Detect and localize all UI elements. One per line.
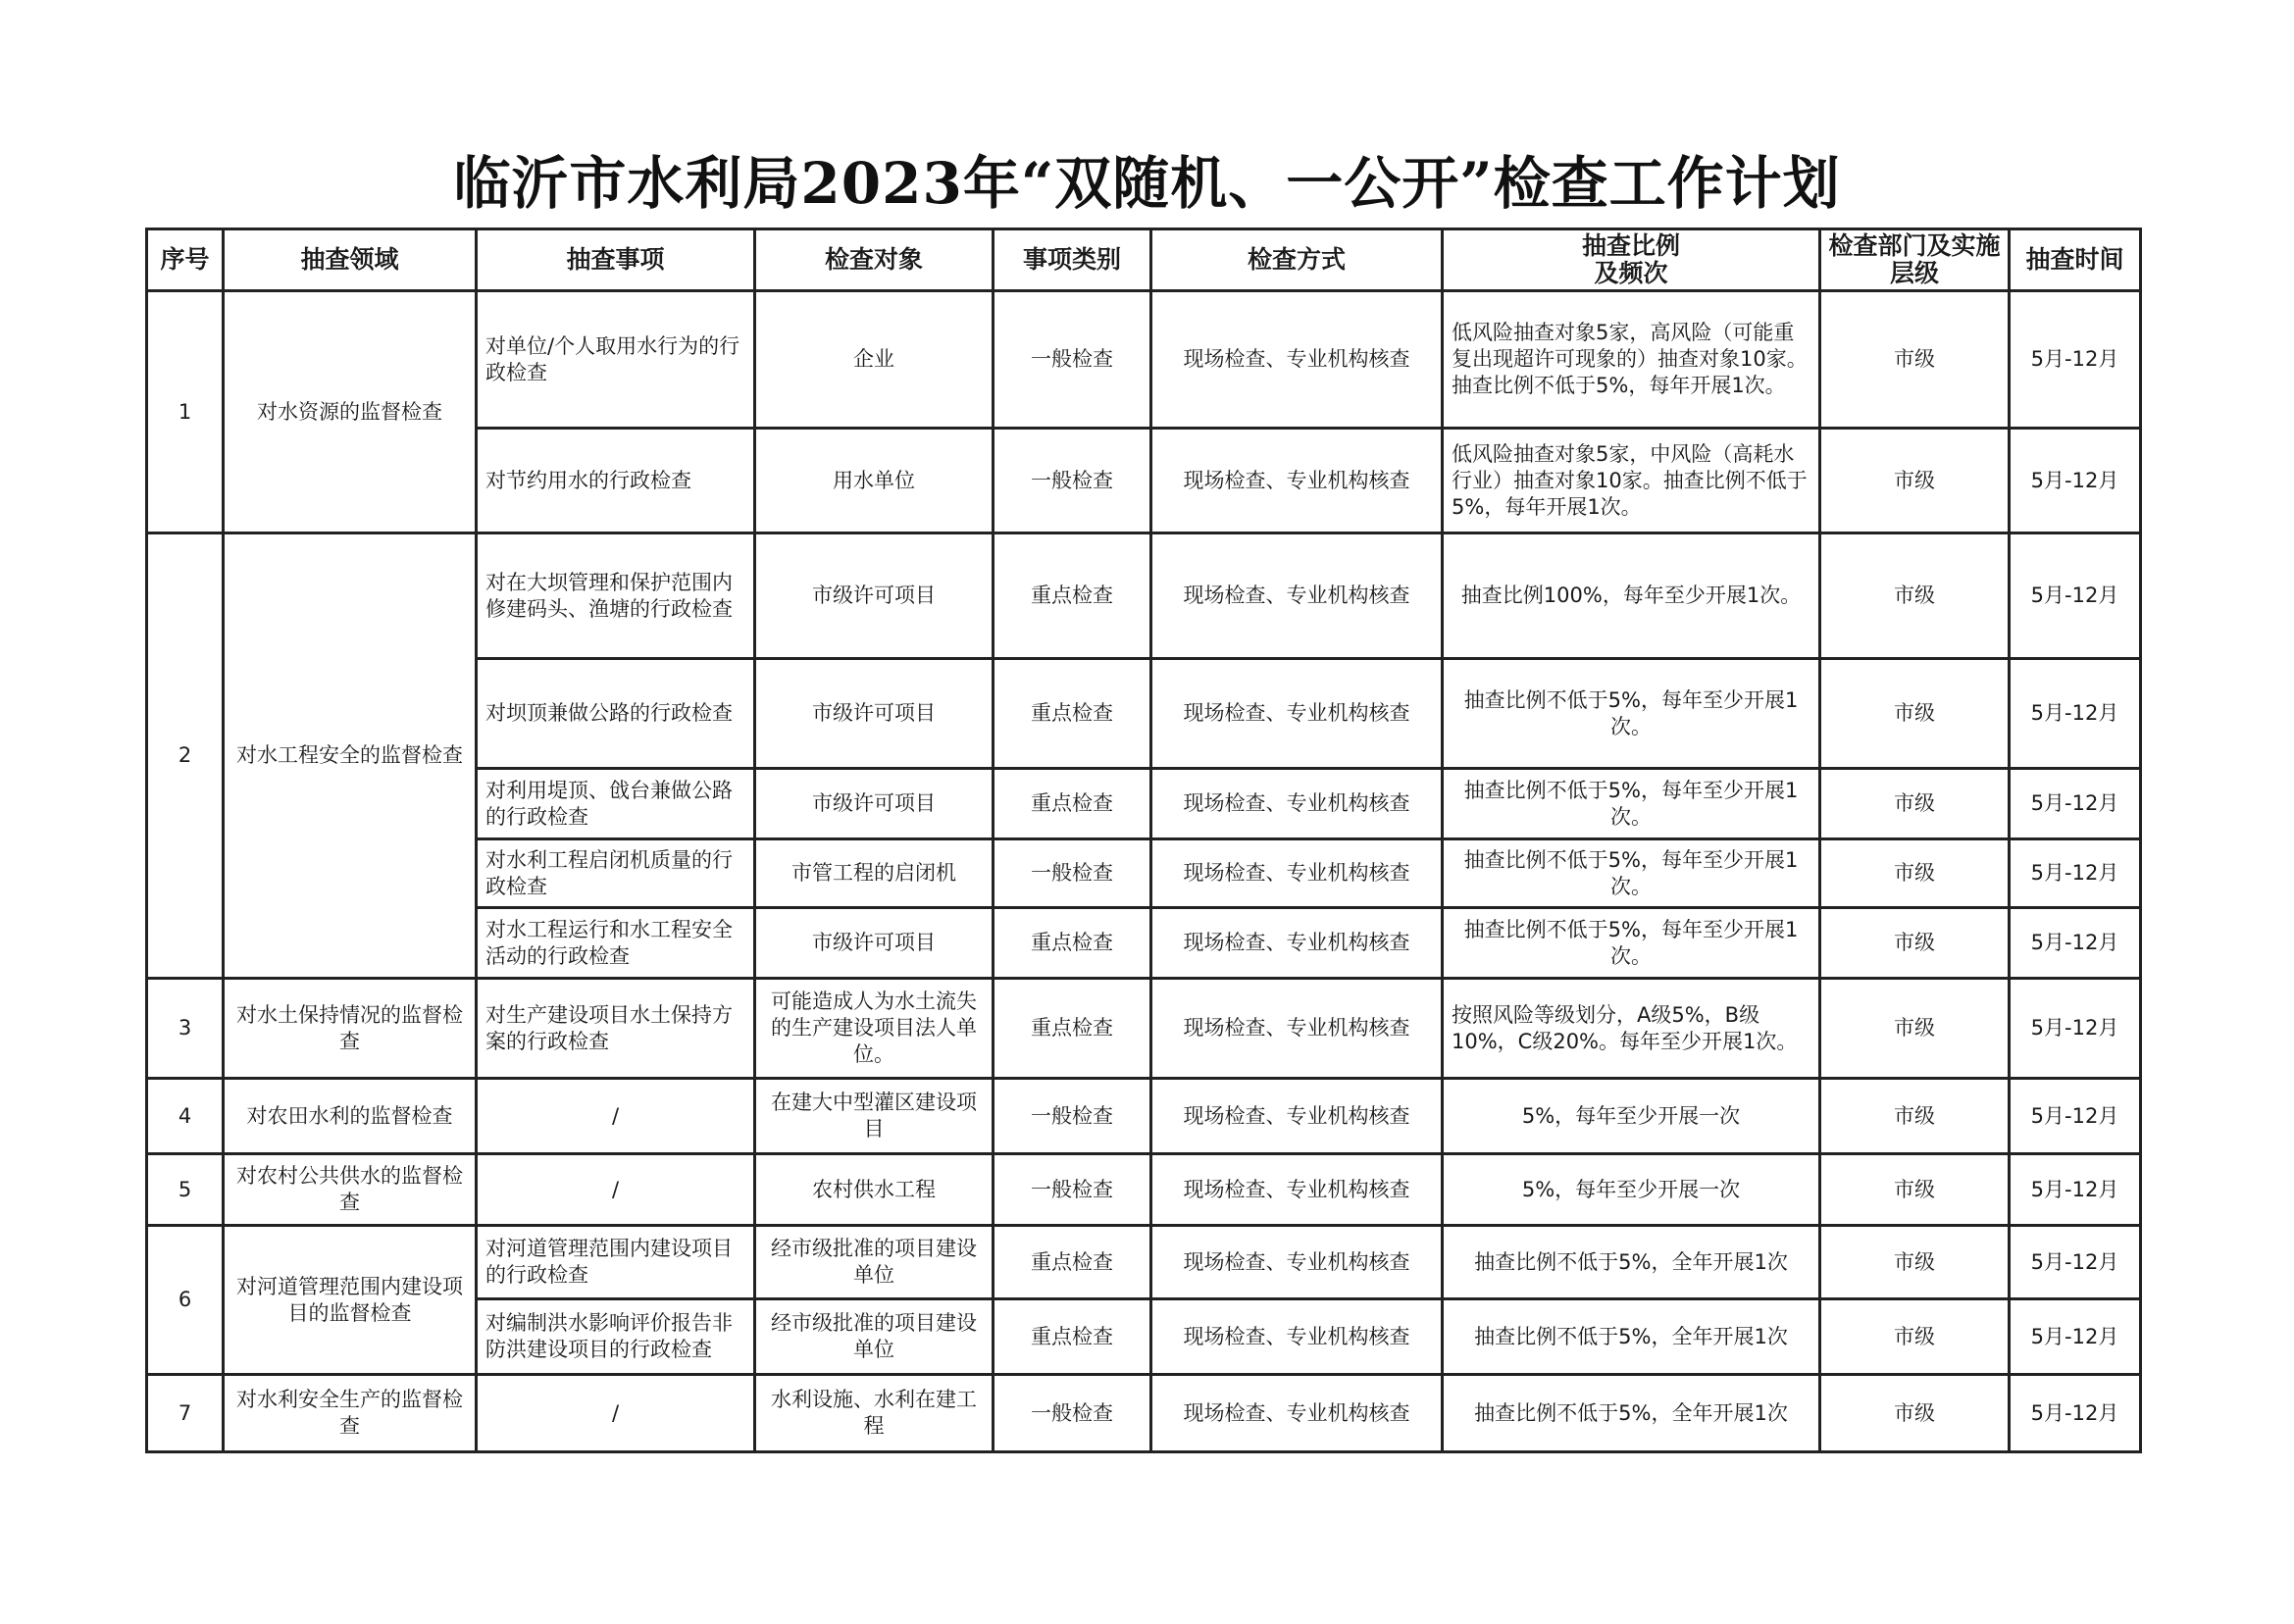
cell-object: 市管工程的启闭机 <box>755 839 994 908</box>
cell-object: 市级许可项目 <box>755 908 994 979</box>
table-row <box>147 1375 2141 1452</box>
cell-method: 现场检查、专业机构核查 <box>1151 839 1443 908</box>
cell-dept: 市级 <box>1820 659 2010 769</box>
cell-method: 现场检查、专业机构核查 <box>1151 1226 1443 1299</box>
cell-ratio: 抽查比例100%，每年至少开展1次。 <box>1443 533 1820 659</box>
cell-category: 重点检查 <box>994 1299 1151 1375</box>
cell-item: 对水工程运行和水工程安全活动的行政检查 <box>477 908 755 979</box>
cell-ratio: 5%，每年至少开展一次 <box>1443 1154 1820 1226</box>
cell-ratio: 低风险抽查对象5家，高风险（可能重复出现超许可现象的）抽查对象10家。抽查比例不低于5%，每年开展1次。 <box>1443 291 1820 429</box>
header-method: 检查方式 <box>1151 229 1443 291</box>
header-object: 检查对象 <box>755 229 994 291</box>
table-row <box>147 1154 2141 1226</box>
cell-seq: 4 <box>147 1079 224 1154</box>
cell-time: 5月-12月 <box>2010 1226 2141 1299</box>
cell-category: 重点检查 <box>994 533 1151 659</box>
cell-category: 一般检查 <box>994 1154 1151 1226</box>
cell-method: 现场检查、专业机构核查 <box>1151 908 1443 979</box>
cell-method: 现场检查、专业机构核查 <box>1151 1154 1443 1226</box>
cell-field: 对水利安全生产的监督检查 <box>224 1375 477 1452</box>
cell-ratio: 抽查比例不低于5%，每年至少开展1次。 <box>1443 839 1820 908</box>
cell-category: 重点检查 <box>994 659 1151 769</box>
cell-item: 对编制洪水影响评价报告非防洪建设项目的行政检查 <box>477 1299 755 1375</box>
cell-category: 一般检查 <box>994 291 1151 429</box>
cell-dept: 市级 <box>1820 1154 2010 1226</box>
cell-object: 经市级批准的项目建设单位 <box>755 1299 994 1375</box>
cell-method: 现场检查、专业机构核查 <box>1151 979 1443 1079</box>
cell-dept: 市级 <box>1820 429 2010 533</box>
cell-category: 一般检查 <box>994 1079 1151 1154</box>
header-time: 抽查时间 <box>2010 229 2141 291</box>
cell-item: 对生产建设项目水土保持方案的行政检查 <box>477 979 755 1079</box>
inspection-plan-table <box>145 228 2142 1453</box>
cell-object: 农村供水工程 <box>755 1154 994 1226</box>
cell-object: 市级许可项目 <box>755 659 994 769</box>
cell-seq: 6 <box>147 1226 224 1375</box>
cell-item: / <box>477 1079 755 1154</box>
cell-time: 5月-12月 <box>2010 769 2141 839</box>
cell-object: 企业 <box>755 291 994 429</box>
cell-field: 对水土保持情况的监督检查 <box>224 979 477 1079</box>
cell-ratio: 抽查比例不低于5%，每年至少开展1次。 <box>1443 908 1820 979</box>
cell-object: 市级许可项目 <box>755 769 994 839</box>
table-row <box>147 291 2141 429</box>
cell-object: 经市级批准的项目建设单位 <box>755 1226 994 1299</box>
cell-field: 对河道管理范围内建设项目的监督检查 <box>224 1226 477 1375</box>
header-dept: 检查部门及实施层级 <box>1820 229 2010 291</box>
cell-dept: 市级 <box>1820 533 2010 659</box>
page-title: 临沂市水利局2023年“双随机、一公开”检查工作计划 <box>453 150 1841 217</box>
cell-time: 5月-12月 <box>2010 659 2141 769</box>
cell-dept: 市级 <box>1820 1079 2010 1154</box>
cell-category: 重点检查 <box>994 1226 1151 1299</box>
cell-time: 5月-12月 <box>2010 979 2141 1079</box>
cell-field: 对农村公共供水的监督检查 <box>224 1154 477 1226</box>
cell-item: 对利用堤顶、戗台兼做公路的行政检查 <box>477 769 755 839</box>
cell-dept: 市级 <box>1820 839 2010 908</box>
cell-time: 5月-12月 <box>2010 839 2141 908</box>
cell-ratio: 抽查比例不低于5%，每年至少开展1次。 <box>1443 769 1820 839</box>
cell-ratio: 按照风险等级划分，A级5%，B级10%，C级20%。每年至少开展1次。 <box>1443 979 1820 1079</box>
cell-seq: 5 <box>147 1154 224 1226</box>
cell-item: 对单位/个人取用水行为的行政检查 <box>477 291 755 429</box>
header-field: 抽查领域 <box>224 229 477 291</box>
cell-category: 重点检查 <box>994 769 1151 839</box>
cell-seq: 1 <box>147 291 224 533</box>
cell-field: 对水工程安全的监督检查 <box>224 533 477 979</box>
cell-dept: 市级 <box>1820 1299 2010 1375</box>
cell-category: 重点检查 <box>994 908 1151 979</box>
cell-category: 重点检查 <box>994 979 1151 1079</box>
cell-method: 现场检查、专业机构核查 <box>1151 1299 1443 1375</box>
cell-method: 现场检查、专业机构核查 <box>1151 659 1443 769</box>
table-row <box>147 1226 2141 1299</box>
cell-method: 现场检查、专业机构核查 <box>1151 1079 1443 1154</box>
cell-dept: 市级 <box>1820 979 2010 1079</box>
cell-time: 5月-12月 <box>2010 1079 2141 1154</box>
cell-category: 一般检查 <box>994 1375 1151 1452</box>
cell-seq: 7 <box>147 1375 224 1452</box>
cell-object: 用水单位 <box>755 429 994 533</box>
cell-method: 现场检查、专业机构核查 <box>1151 1375 1443 1452</box>
header-seq: 序号 <box>147 229 224 291</box>
cell-item: / <box>477 1154 755 1226</box>
cell-object: 市级许可项目 <box>755 533 994 659</box>
cell-object: 可能造成人为水土流失的生产建设项目法人单位。 <box>755 979 994 1079</box>
cell-seq: 3 <box>147 979 224 1079</box>
cell-item: 对节约用水的行政检查 <box>477 429 755 533</box>
cell-ratio: 5%，每年至少开展一次 <box>1443 1079 1820 1154</box>
cell-item: 对在大坝管理和保护范围内修建码头、渔塘的行政检查 <box>477 533 755 659</box>
table-row <box>147 979 2141 1079</box>
cell-time: 5月-12月 <box>2010 1375 2141 1452</box>
cell-ratio: 抽查比例不低于5%，全年开展1次 <box>1443 1226 1820 1299</box>
header-row <box>147 229 2141 291</box>
cell-time: 5月-12月 <box>2010 533 2141 659</box>
cell-ratio: 抽查比例不低于5%，全年开展1次 <box>1443 1375 1820 1452</box>
cell-dept: 市级 <box>1820 769 2010 839</box>
cell-time: 5月-12月 <box>2010 908 2141 979</box>
cell-time: 5月-12月 <box>2010 429 2141 533</box>
cell-ratio: 低风险抽查对象5家，中风险（高耗水行业）抽查对象10家。抽查比例不低于5%，每年开展1次。 <box>1443 429 1820 533</box>
cell-time: 5月-12月 <box>2010 291 2141 429</box>
header-ratio: 抽查比例 及频次 <box>1443 229 1820 291</box>
header-item: 抽查事项 <box>477 229 755 291</box>
cell-field: 对农田水利的监督检查 <box>224 1079 477 1154</box>
cell-category: 一般检查 <box>994 429 1151 533</box>
table-body <box>147 291 2141 1452</box>
cell-method: 现场检查、专业机构核查 <box>1151 533 1443 659</box>
cell-ratio: 抽查比例不低于5%，每年至少开展1次。 <box>1443 659 1820 769</box>
cell-dept: 市级 <box>1820 1226 2010 1299</box>
cell-dept: 市级 <box>1820 291 2010 429</box>
cell-time: 5月-12月 <box>2010 1299 2141 1375</box>
cell-item: / <box>477 1375 755 1452</box>
cell-field: 对水资源的监督检查 <box>224 291 477 533</box>
cell-dept: 市级 <box>1820 908 2010 979</box>
cell-item: 对河道管理范围内建设项目的行政检查 <box>477 1226 755 1299</box>
cell-object: 在建大中型灌区建设项目 <box>755 1079 994 1154</box>
header-category: 事项类别 <box>994 229 1151 291</box>
cell-ratio: 抽查比例不低于5%，全年开展1次 <box>1443 1299 1820 1375</box>
cell-time: 5月-12月 <box>2010 1154 2141 1226</box>
cell-category: 一般检查 <box>994 839 1151 908</box>
cell-item: 对水利工程启闭机质量的行政检查 <box>477 839 755 908</box>
table-row <box>147 1079 2141 1154</box>
cell-item: 对坝顶兼做公路的行政检查 <box>477 659 755 769</box>
cell-method: 现场检查、专业机构核查 <box>1151 429 1443 533</box>
cell-method: 现场检查、专业机构核查 <box>1151 769 1443 839</box>
cell-dept: 市级 <box>1820 1375 2010 1452</box>
cell-object: 水利设施、水利在建工程 <box>755 1375 994 1452</box>
cell-method: 现场检查、专业机构核查 <box>1151 291 1443 429</box>
cell-seq: 2 <box>147 533 224 979</box>
table-row <box>147 533 2141 659</box>
